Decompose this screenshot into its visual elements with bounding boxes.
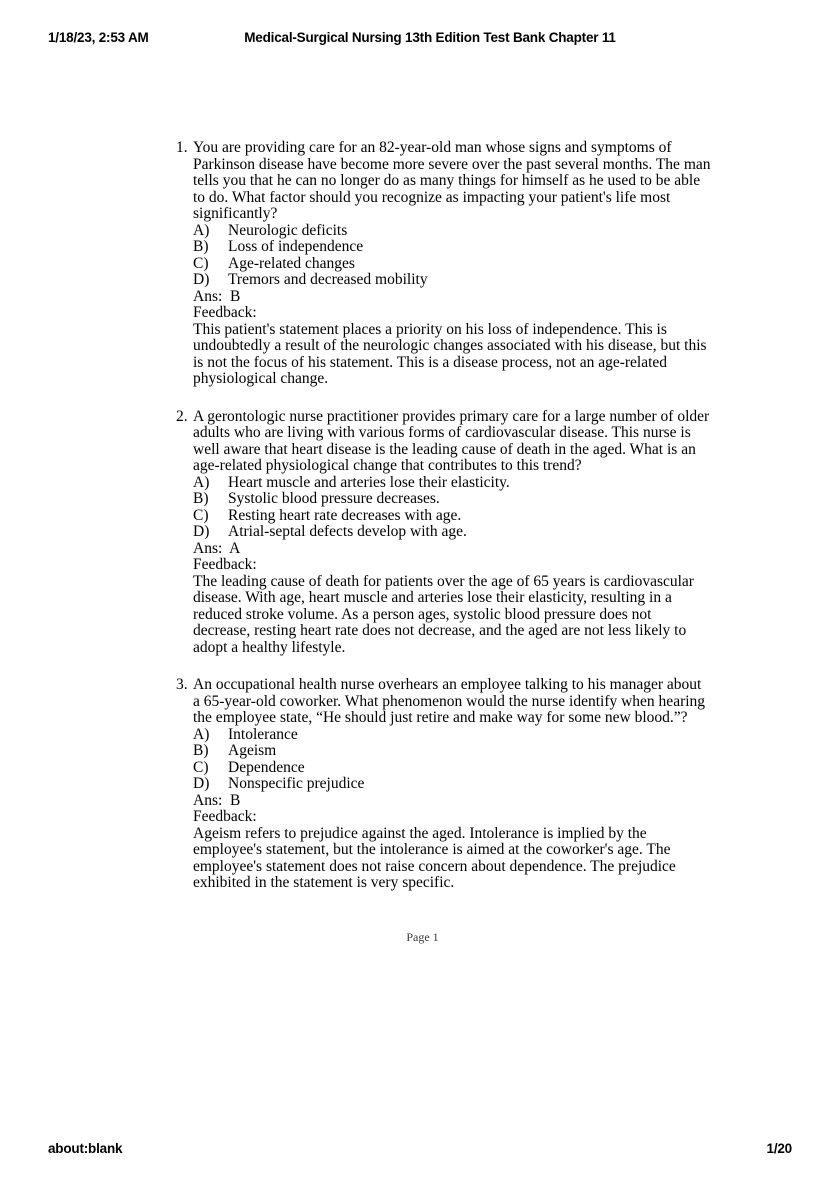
print-footer — [0, 1141, 840, 1161]
option-letter: D) — [193, 775, 210, 792]
answer-line: Ans: B — [193, 287, 241, 305]
page-label: Page 1 — [406, 930, 439, 944]
option-text: Systolic blood pressure decreases. — [228, 490, 440, 507]
option-row[interactable] — [193, 256, 696, 273]
option-row[interactable] — [193, 727, 696, 744]
question-block — [176, 139, 711, 388]
feedback-label: Feedback: — [193, 808, 257, 825]
option-list — [176, 475, 696, 541]
option-text: Tremors and decreased mobility — [228, 271, 428, 288]
option-text: Dependence — [228, 758, 305, 776]
option-row[interactable] — [193, 272, 696, 289]
option-row[interactable] — [193, 491, 696, 508]
answer-line: Ans: A — [193, 539, 241, 557]
print-footer-url: about:blank — [48, 1141, 123, 1156]
feedback-text: This patient's statement places a priority on his loss of independence. This is undoubtedly a result of the neurologic changes associated with his disease, but this is not the focus of his statement. This is a disease process, not an age-related physiological change. — [193, 320, 707, 387]
option-list — [176, 223, 696, 289]
question-number: 3. — [176, 676, 188, 693]
option-letter: B) — [193, 238, 209, 255]
option-row[interactable] — [193, 776, 696, 793]
feedback-label: Feedback: — [193, 556, 257, 573]
option-row[interactable] — [193, 475, 696, 492]
option-text: Loss of independence — [228, 238, 364, 255]
option-letter: A) — [193, 221, 210, 239]
option-row[interactable] — [193, 524, 696, 541]
option-letter: B) — [193, 742, 209, 759]
option-letter: C) — [193, 506, 209, 524]
option-letter: A) — [193, 473, 210, 491]
question-block — [176, 676, 706, 892]
option-text: Age-related changes — [228, 254, 355, 272]
option-row[interactable] — [193, 508, 696, 525]
option-text: Neurologic deficits — [228, 221, 348, 239]
option-row[interactable] — [193, 760, 696, 777]
option-text: Nonspecific prejudice — [228, 775, 365, 792]
document-body — [176, 139, 711, 913]
question-block — [176, 407, 710, 657]
option-letter: B) — [193, 490, 209, 507]
question-number: 1. — [176, 139, 188, 156]
feedback-text: The leading cause of death for patients over the age of 65 years is cardiovascular disease. With age, heart muscle and arteries lose their elasticity, resulting in a reduced stroke volume. As a person ages, systolic blood pressure does not decrease, resting heart rate does not decrease, and the aged are not less likely to adopt a healthy lifestyle. — [193, 572, 694, 656]
option-letter: A) — [193, 725, 210, 743]
question-heading — [176, 407, 710, 475]
feedback-text: Ageism refers to prejudice against the aged. Intolerance is implied by the employee's statement, but the intolerance is aimed at the coworker's age. The employee's statement does not raise concern about dependence. The prejudice exhibited in the statement is very specific. — [193, 824, 676, 891]
option-row[interactable] — [193, 239, 696, 256]
print-header-title: Medical-Surgical Nursing 13th Edition Test Bank Chapter 11 — [244, 30, 616, 45]
question-number: 2. — [176, 407, 188, 425]
option-row[interactable] — [193, 743, 696, 760]
question-stem: An occupational health nurse overhears an employee talking to his manager about a 65-year-old coworker. What phenomenon would the nurse identify when hearing the employee state, “He should just retire and make way for some new blood.”? — [193, 676, 706, 726]
option-text: Intolerance — [228, 725, 298, 743]
print-header-date: 1/18/23, 2:53 AM — [48, 30, 149, 45]
print-footer-page-counter: 1/20 — [766, 1141, 792, 1156]
option-row[interactable] — [193, 223, 696, 240]
question-heading — [176, 139, 711, 223]
option-letter: C) — [193, 254, 209, 272]
option-text: Ageism — [228, 742, 277, 759]
question-heading — [176, 676, 706, 727]
question-stem: A gerontologic nurse practitioner provides primary care for a large number of older adults who are living with various forms of cardiovascular disease. This nurse is well aware that heart disease is the leading cause of death in the aged. What is an age-related physiological change that contributes to this trend? — [193, 407, 710, 474]
option-letter: D) — [193, 523, 210, 540]
option-letter: C) — [193, 758, 209, 776]
question-stem: You are providing care for an 82-year-old man whose signs and symptoms of Parkinson disease have become more severe over the past several months. The man tells you that he can no longer do as many things for himself as he used to be able to do. What factor should you recognize as impacting your patient's life most significantly? — [193, 139, 711, 222]
print-header — [0, 30, 840, 50]
option-text: Resting heart rate decreases with age. — [228, 506, 462, 524]
feedback-label: Feedback: — [193, 304, 257, 321]
option-text: Heart muscle and arteries lose their elasticity. — [228, 473, 510, 491]
option-letter: D) — [193, 271, 210, 288]
answer-line: Ans: B — [193, 791, 241, 809]
option-list — [176, 727, 696, 793]
option-text: Atrial-septal defects develop with age. — [228, 523, 467, 540]
